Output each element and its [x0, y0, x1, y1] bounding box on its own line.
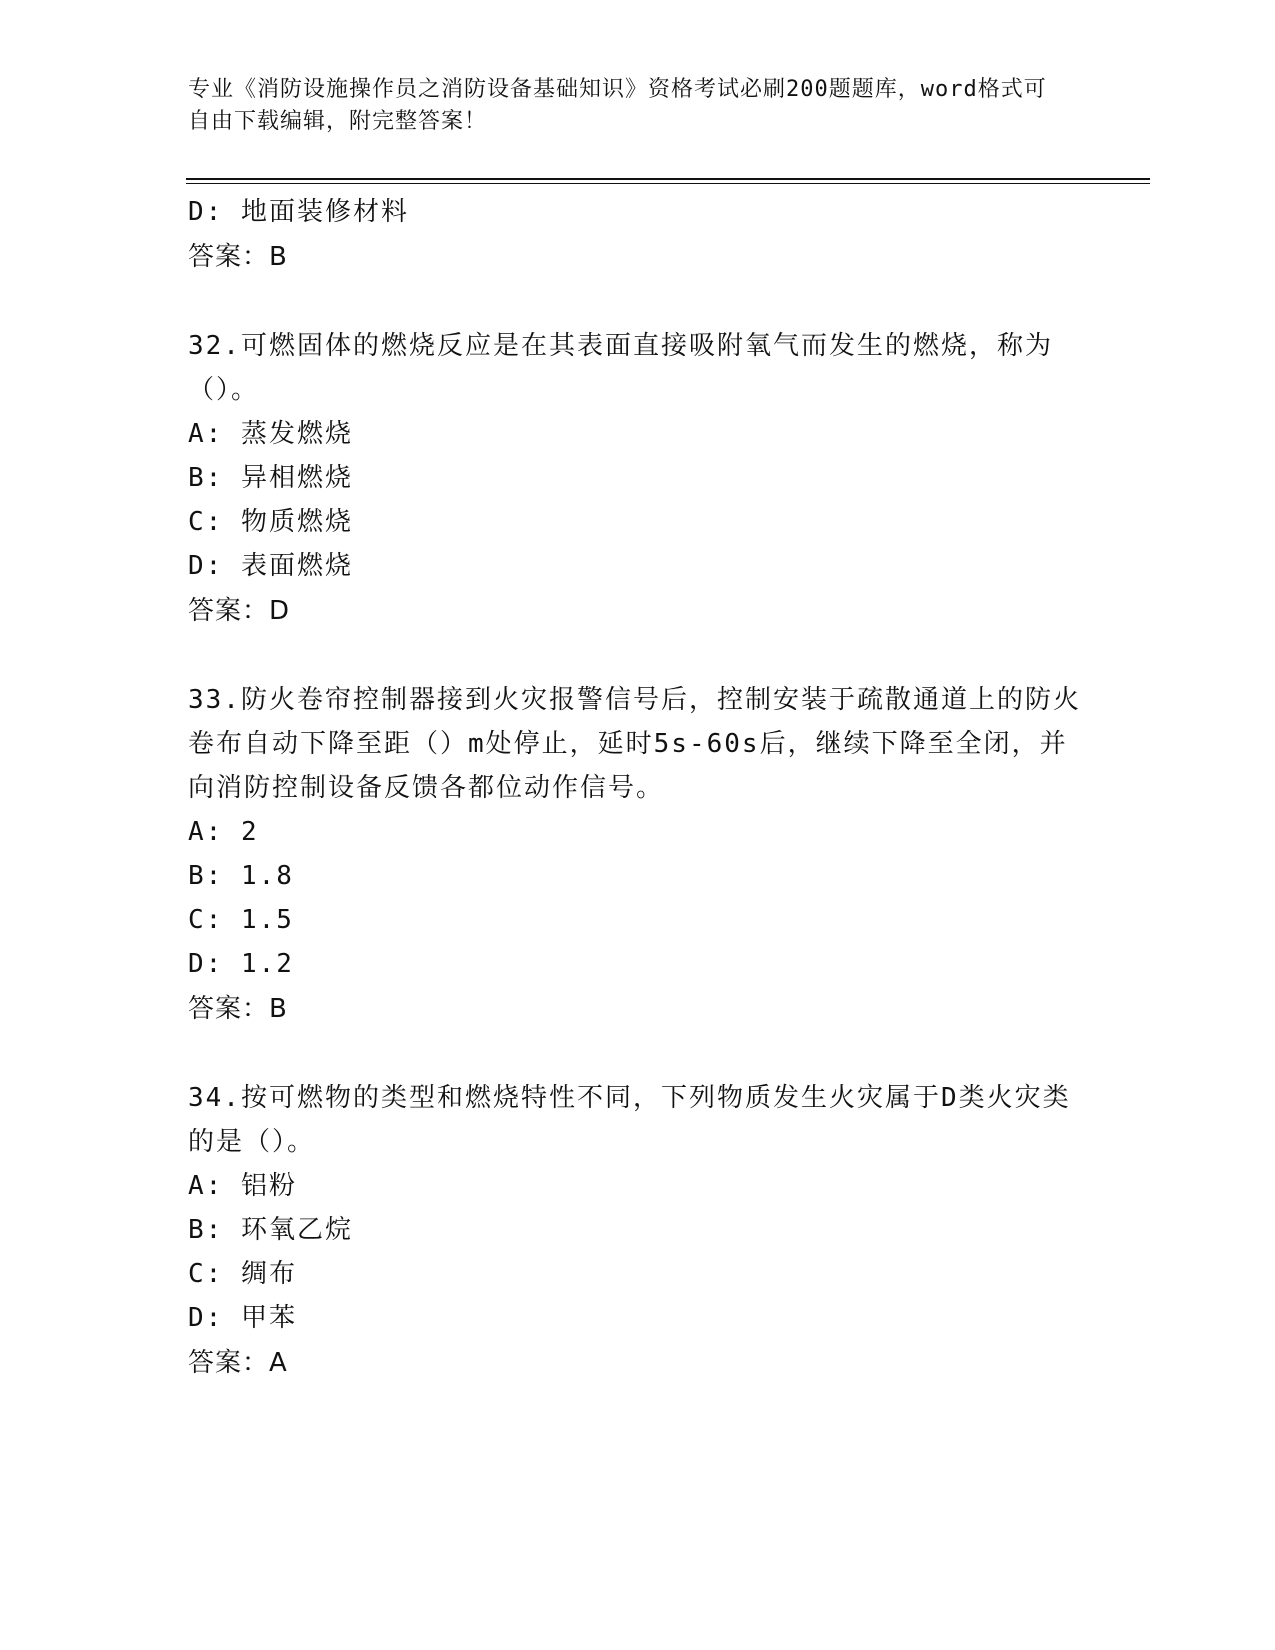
option-c: C: 1.5	[188, 905, 294, 935]
question-content	[188, 190, 1088, 1386]
option-b: B: 异相燃烧	[188, 463, 353, 493]
question-stem: 32.可燃固体的燃烧反应是在其表面直接吸附氧气而发生的燃烧，称为（）。	[188, 331, 1053, 405]
option-d: D: 地面装修材料	[188, 197, 409, 227]
question-32	[188, 324, 1088, 634]
option-a: A: 铝粉	[188, 1171, 297, 1201]
option-b: B: 环氧乙烷	[188, 1215, 353, 1245]
option-c: C: 物质燃烧	[188, 507, 353, 537]
answer-line: 答案：B	[188, 242, 288, 272]
option-d: D: 甲苯	[188, 1303, 297, 1333]
option-d: D: 1.2	[188, 949, 294, 979]
question-stem: 34.按可燃物的类型和燃烧特性不同，下列物质发生火灾属于D类火灾类的是（）。	[188, 1083, 1071, 1157]
question-34	[188, 1076, 1088, 1386]
question-33	[188, 678, 1088, 1032]
answer-line: 答案：D	[188, 596, 291, 626]
option-b: B: 1.8	[188, 861, 294, 891]
header-divider	[186, 178, 1150, 180]
answer-line: 答案：B	[188, 994, 288, 1024]
option-a: A: 2	[188, 817, 259, 847]
page-header: 专业《消防设施操作员之消防设备基础知识》资格考试必刷200题题库，word格式可自由下载编辑，附完整答案！	[188, 77, 1047, 134]
option-d: D: 表面燃烧	[188, 551, 353, 581]
option-a: A: 蒸发燃烧	[188, 419, 353, 449]
answer-line: 答案：A	[188, 1348, 288, 1378]
header-divider-thin	[186, 183, 1150, 184]
option-c: C: 绸布	[188, 1259, 297, 1289]
question-stem: 33.防火卷帘控制器接到火灾报警信号后，控制安装于疏散通道上的防火卷布自动下降至距（）m处停止，延时5s-60s后，继续下降至全闭，并向消防控制设备反馈各都位动作信号。	[188, 685, 1081, 803]
